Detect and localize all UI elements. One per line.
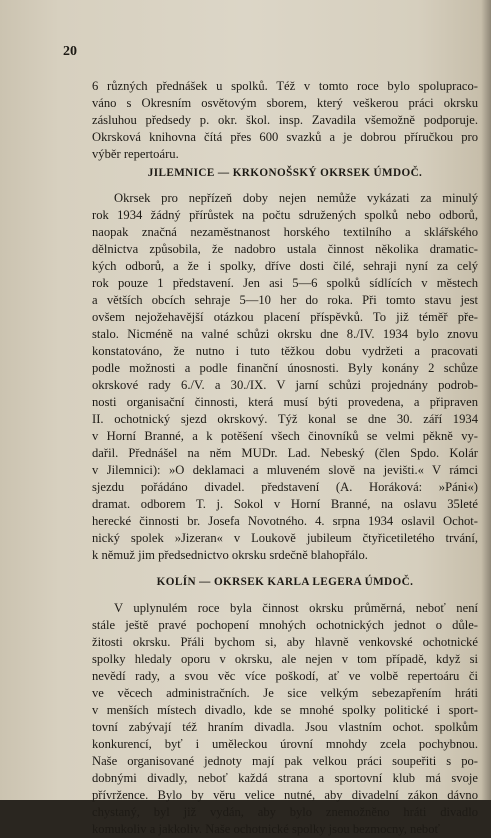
text-line: dramat. odborem T. j. Sokol v Horní Branné, na oslavu 35leté: [92, 497, 478, 511]
text-line: kých odborů, a že i spolky, dříve dosti čilé, sehraji nyní za celý: [92, 259, 478, 273]
text-line: podle možnosti a podle finanční únosnosti. Byly konány 2 schůze: [92, 361, 478, 375]
text-line: rok 1934 žádný přírůstek na počtu sdružených spolků nebo odborů,: [92, 208, 478, 222]
text-line: dobnými divadly, neboť každá strana a sportovní klub má svoje: [92, 771, 478, 785]
text-line: rok pouze 1 představení. Jen asi 5—6 spolků sídlících v městech: [92, 276, 478, 290]
text-line: tovní zabývají též hraním divadla. Jsou vlastním ochot. spolkům: [92, 720, 478, 734]
text-line: v Jilemnici): »O deklamaci a mluveném slově na jevišti.« V rámci: [92, 463, 478, 477]
text-line: přívržence. Bylo by věru velice nutné, aby divadelní zákon dávno: [92, 788, 478, 802]
text-line: komukoliv a jakkoliv. Naše ochotnické spolky jsou bezmocny, neboť: [92, 822, 440, 836]
text-line: v Horní Branné, a k potěšení všech činovníků se velmi pěkně vy-: [92, 429, 478, 443]
text-line: konkurencí, byť i uměleckou úrovní mnohdy zcela pochybnou.: [92, 737, 478, 751]
text-line: chystaný, byl již vydán, aby bylo znemožněno hráti divadlo: [92, 805, 478, 819]
text-line: 6 různých přednášek u spolků. Též v tomto roce bylo spolupraco-: [92, 79, 478, 93]
text-line: nevědí rady, a svou věc více poškodí, ať ve volbě repertoáru či: [92, 669, 478, 683]
text-line: v menších místech divadlo, kde se mnohé spolky politické i sport-: [92, 703, 478, 717]
text-line: dařil. Přednášel na něm MUDr. Lad. Nebeský (člen Spdo. Kolár: [92, 446, 478, 460]
section-jilemnice-text: [92, 190, 478, 564]
text-line: II. ochotnický sjezd okrskový. Týž konal se dne 30. září 1934: [92, 412, 478, 426]
text-line: žitosti okrsku. Přáli bychom si, aby hlavně venkovské ochotnické: [92, 635, 478, 649]
text-line: konstatováno, že nutno i tuto těžkou dobu vydržeti a pracovati: [92, 344, 478, 358]
text-line: naopak značná nezaměstnanost horského textilního a sklářského: [92, 225, 478, 239]
text-line: ovšem nejožehavější otázkou placení příspěvků. To již téměř pře-: [92, 310, 478, 324]
text-line: stalo. Nicméně na valné schůzi okrsku dne 8./IV. 1934 bylo znovu: [92, 327, 478, 341]
text-line: Okrsek pro nepřízeň doby nejen nemůže vykázati za minulý: [114, 191, 478, 205]
page-number: 20: [63, 44, 77, 59]
text-line: zásluhou předsedy p. okr. škol. insp. Zavadila všemožně podporuje.: [92, 113, 478, 127]
text-line: váno s Okresním osvětovým sborem, který veškerou práci okrsku: [92, 96, 478, 110]
text-line: ve věcech administračních. Je sice velkým sebezapřením hráti: [92, 686, 478, 700]
text-line: Naše organisované jednoty mají pak velkou práci soupeřiti s po-: [92, 754, 478, 768]
intro-paragraph: [92, 78, 478, 163]
section-heading-jilemnice: JILEMNICE — KRKONOŠSKÝ OKRSEK ÚMDOČ.: [147, 167, 423, 179]
text-line: Okrsková knihovna čítá přes 600 svazků a je dobrou příručkou pro: [92, 130, 478, 144]
text-line: herecké činnosti br. Josefa Novotného. 4. srpna 1934 oslavil Ochot-: [92, 514, 478, 528]
text-line: nosti organisační činnosti, která musí býti provedena, a připraven: [92, 395, 478, 409]
text-line: sjezdu pořádáno divadel. představení (A. Horáková: »Páni«): [92, 480, 478, 494]
text-line: spolky hledaly oporu v okrsku, ale nejen v tom případě, když si: [92, 652, 478, 666]
text-line: V uplynulém roce byla činnost okrsku průměrná, neboť není: [114, 601, 478, 615]
text-line: dělnictva způsobila, že nadobro ustala činnost několika dramatic-: [92, 242, 478, 256]
text-line: okrskové rady 6./V. a 30./IX. V jarní schůzi projednány podrob-: [92, 378, 478, 392]
text-line: a větších obcích sehraje 5—10 her do roka. Při tomto stavu jest: [92, 293, 478, 307]
section-heading-kolin: KOLÍN — OKRSEK KARLA LEGERA ÚMDOČ.: [156, 576, 414, 588]
text-line: k němuž jim předsednictvo okrsku srdečně blahopřálo.: [92, 548, 368, 562]
text-line: výběr repertoáru.: [92, 147, 179, 161]
text-line: nický spolek »Jizeran« v Loukově jubileum čtyřicetiletého trvání,: [92, 531, 478, 545]
section-kolin-text: [92, 600, 478, 838]
text-line: stále ještě pravé pochopení mnohých ochotnických jednot o důle-: [92, 618, 478, 632]
